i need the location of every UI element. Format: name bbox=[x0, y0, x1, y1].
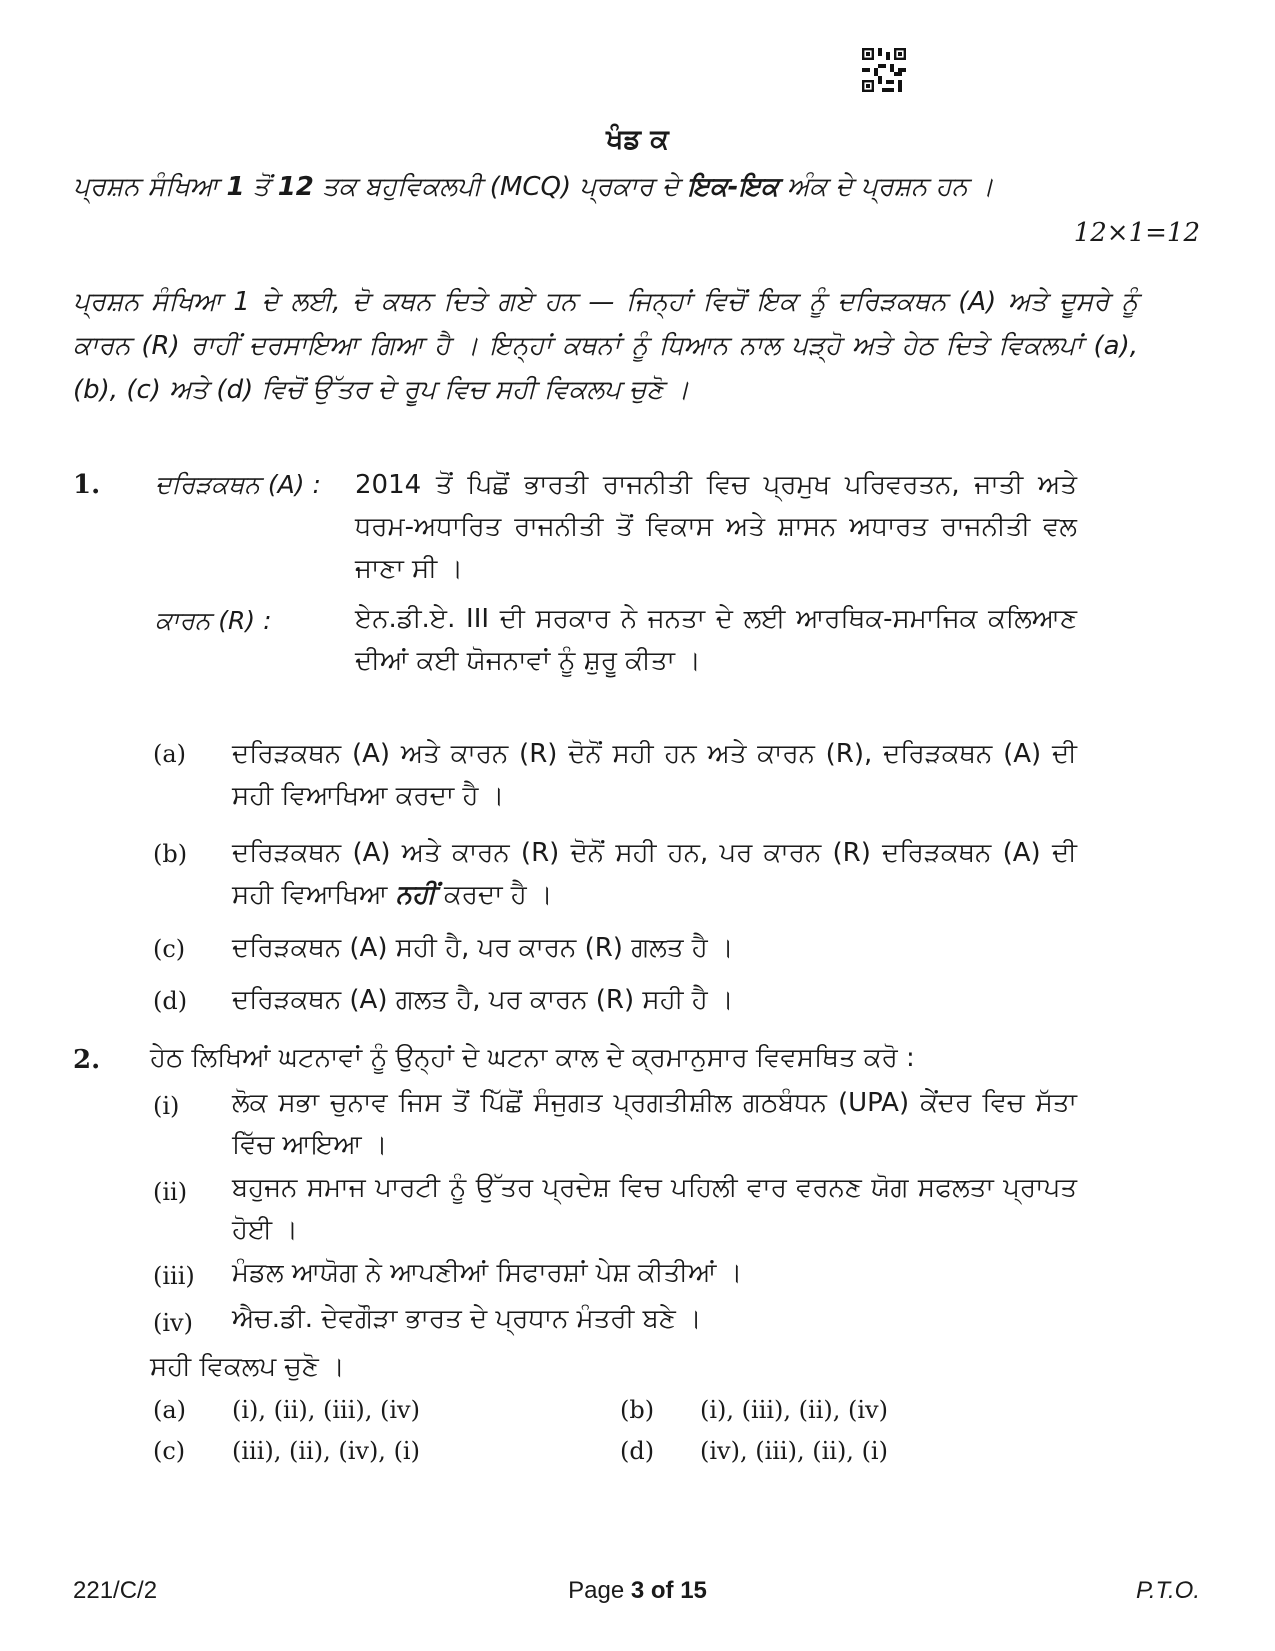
pto-label: P.T.O. bbox=[1135, 1577, 1200, 1604]
event-text: ਲੋਕ ਸਭਾ ਚੁਨਾਵ ਜਿਸ ਤੋਂ ਪਿੱਛੋਂ ਸੰਜੁਗਤ ਪ੍ਰਗਤੀਸ਼ੀਲ ਗਠਬੰਧਨ (UPA) ਕੇਂਦਰ ਵਿਚ ਸੱਤਾ ਵਿੱਚ ਆਇਆ । bbox=[232, 1088, 1077, 1160]
event-label: (iii) bbox=[153, 1262, 195, 1290]
event-label: (iv) bbox=[153, 1309, 193, 1337]
qr-code-icon bbox=[862, 48, 906, 92]
reason-label: ਕਾਰਨ (R) : bbox=[155, 606, 272, 635]
option-text: ਦਰਿੜਕਥਨ (A) ਅਤੇ ਕਾਰਨ (R) ਦੋਨੋਂ ਸਹੀ ਹਨ, ਪਰ ਕਾਰਨ (R) ਦਰਿੜਕਥਨ (A) ਦੀ ਸਹੀ ਵਿਆਖਿਆ ਨਹੀਂ ਕਰਦਾ ਹੈ । bbox=[232, 838, 1077, 910]
section-intro: ਪ੍ਰਸ਼ਨ ਸੰਖਿਆ 1 ਤੋਂ 12 ਤਕ ਬਹੁਵਿਕਲਪੀ (MCQ) ਪ੍ਰਕਾਰ ਦੇ ਇਕ-ਇਕ ਅੰਕ ਦੇ ਪ੍ਰਸ਼ਨ ਹਨ । bbox=[73, 172, 994, 202]
option-label: (a) bbox=[153, 740, 187, 768]
reason-text: ਏਨ.ਡੀ.ਏ. III ਦੀ ਸਰਕਾਰ ਨੇ ਜਨਤਾ ਦੇ ਲਈ ਆਰਥਿਕ-ਸਮਾਜਿਕ ਕਲਿਆਣ ਦੀਆਂ ਕਈ ਯੋਜਨਾਵਾਂ ਨੂੰ ਸ਼ੁਰੂ ਕੀਤਾ । bbox=[355, 604, 1077, 676]
marks-total: 12×1=12 bbox=[1073, 218, 1200, 248]
event-label: (i) bbox=[153, 1092, 180, 1120]
assertion-text: 2014 ਤੋਂ ਪਿਛੋਂ ਭਾਰਤੀ ਰਾਜਨੀਤੀ ਵਿਚ ਪ੍ਰਮੁਖ ਪਰਿਵਰਤਨ, ਜਾਤੀ ਅਤੇ ਧਰਮ-ਅਧਾਰਿਤ ਰਾਜਨੀਤੀ ਤੋਂ ਵਿਕਾਸ ਅਤੇ ਸ਼ਾਸਨ ਅਧਾਰਤ ਰਾਜਨੀਤੀ ਵਲ ਜਾਣਾ ਸੀ । bbox=[355, 470, 1077, 584]
option-text: (iii), (ii), (iv), (i) bbox=[232, 1437, 420, 1465]
event-label: (ii) bbox=[153, 1178, 188, 1206]
option-text: (i), (iii), (ii), (iv) bbox=[700, 1396, 888, 1424]
question-number: 2. bbox=[73, 1045, 101, 1075]
option-label: (b) bbox=[153, 840, 188, 868]
question-stem: ਹੇਠ ਲਿਖਿਆਂ ਘਟਨਾਵਾਂ ਨੂੰ ਉਨ੍ਹਾਂ ਦੇ ਘਟਨਾ ਕਾਲ ਦੇ ਕ੍ਰਮਾਨੁਸਾਰ ਵਿਵਸਥਿਤ ਕਰੋ : bbox=[150, 1043, 915, 1073]
paper-code: 221/C/2 bbox=[73, 1577, 158, 1604]
option-text: (iv), (iii), (ii), (i) bbox=[700, 1437, 888, 1465]
assertion-label: ਦਰਿੜਕਥਨ (A) : bbox=[155, 470, 321, 499]
option-label: (d) bbox=[620, 1437, 655, 1465]
option-text: ਦਰਿੜਕਥਨ (A) ਸਹੀ ਹੈ, ਪਰ ਕਾਰਨ (R) ਗਲਤ ਹੈ । bbox=[232, 933, 734, 963]
section-title: ਖੰਡ ਕ bbox=[606, 124, 669, 155]
option-text: ਦਰਿੜਕਥਨ (A) ਗਲਤ ਹੈ, ਪਰ ਕਾਰਨ (R) ਸਹੀ ਹੈ । bbox=[232, 985, 734, 1015]
choose-instruction: ਸਹੀ ਵਿਕਲਪ ਚੁਣੋ । bbox=[150, 1352, 345, 1382]
question-number: 1. bbox=[73, 470, 101, 500]
option-label: (d) bbox=[153, 987, 188, 1015]
event-text: ਮੰਡਲ ਆਯੋਗ ਨੇ ਆਪਣੀਆਂ ਸਿਫਾਰਸ਼ਾਂ ਪੇਸ਼ ਕੀਤੀਆਂ । bbox=[232, 1258, 743, 1288]
option-label: (b) bbox=[620, 1396, 655, 1424]
event-text: ਬਹੁਜਨ ਸਮਾਜ ਪਾਰਟੀ ਨੂੰ ਉੱਤਰ ਪ੍ਰਦੇਸ਼ ਵਿਚ ਪਹਿਲੀ ਵਾਰ ਵਰਨਣ ਯੋਗ ਸਫਲਤਾ ਪ੍ਰਾਪਤ ਹੋਈ । bbox=[232, 1173, 1077, 1245]
instruction-paragraph: ਪ੍ਰਸ਼ਨ ਸੰਖਿਆ 1 ਦੇ ਲਈ, ਦੋ ਕਥਨ ਦਿਤੇ ਗਏ ਹਨ — ਜਿਨ੍ਹਾਂ ਵਿਚੋਂ ਇਕ ਨੂੰ ਦਰਿੜਕਥਨ (A) ਅਤੇ ਦੂਸਰੇ ਨੂੰ ਕਾਰਨ (R) ਰਾਹੀਂ ਦਰਸਾਇਆ ਗਿਆ ਹੈ । ਇਨ੍ਹਾਂ ਕਥਨਾਂ ਨੂੰ ਧਿਆਨ ਨਾਲ ਪੜ੍ਹੋ ਅਤੇ ਹੇਠ ਦਿਤੇ ਵਿਕਲਪਾਂ (a), (b), (c) ਅਤੇ (d) ਵਿਚੋਂ ਉੱਤਰ ਦੇ ਰੂਪ ਵਿਚ ਸਹੀ ਵਿਕਲਪ ਚੁਣੋ । bbox=[73, 287, 1138, 405]
option-text: (i), (ii), (iii), (iv) bbox=[232, 1396, 420, 1424]
option-label: (a) bbox=[153, 1396, 187, 1424]
option-text: ਦਰਿੜਕਥਨ (A) ਅਤੇ ਕਾਰਨ (R) ਦੋਨੋਂ ਸਹੀ ਹਨ ਅਤੇ ਕਾਰਨ (R), ਦਰਿੜਕਥਨ (A) ਦੀ ਸਹੀ ਵਿਆਖਿਆ ਕਰਦਾ ਹੈ । bbox=[232, 739, 1077, 811]
page-number: Page 3 of 15 bbox=[568, 1577, 707, 1604]
option-label: (c) bbox=[153, 1437, 186, 1465]
option-label: (c) bbox=[153, 935, 186, 963]
event-text: ਐਚ.ਡੀ. ਦੇਵਗੌੜਾ ਭਾਰਤ ਦੇ ਪ੍ਰਧਾਨ ਮੰਤਰੀ ਬਣੇ । bbox=[232, 1304, 702, 1334]
